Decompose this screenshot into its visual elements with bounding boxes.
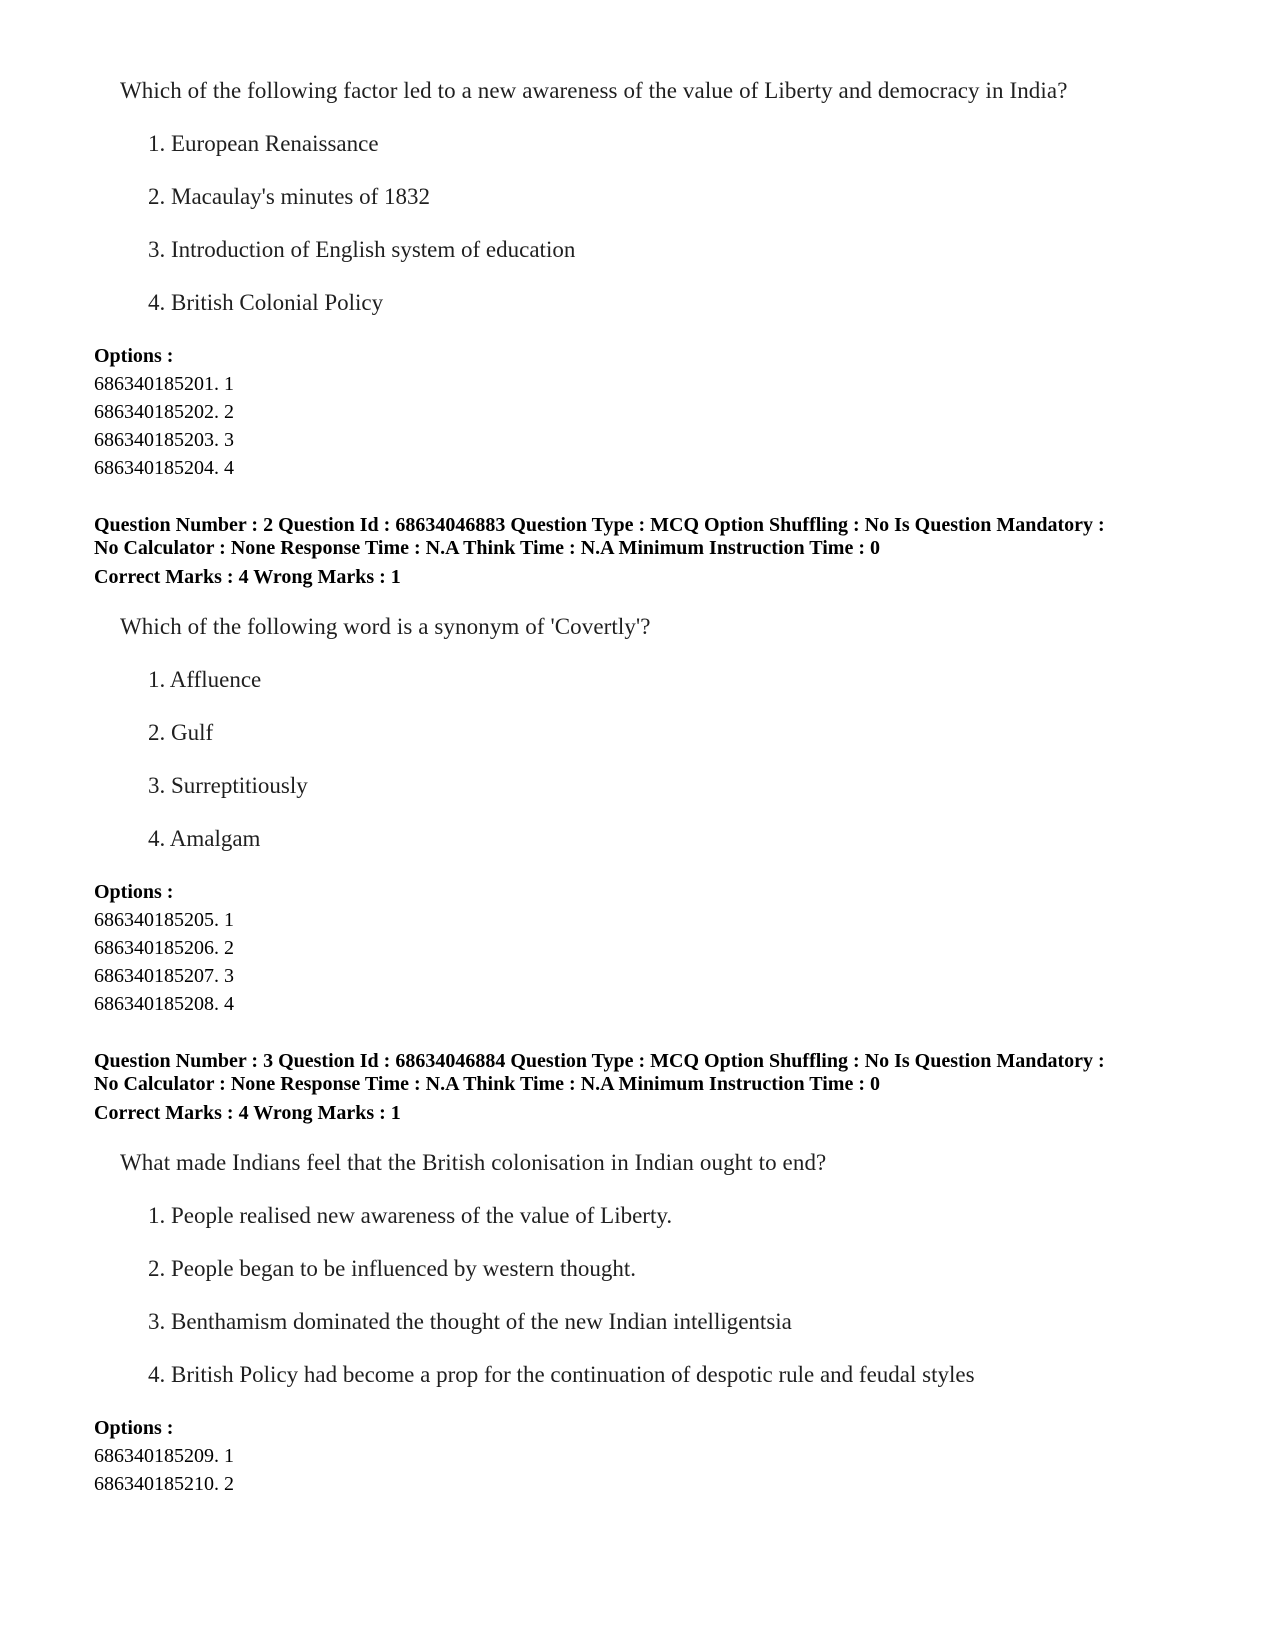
question-2-choice-2: 2. Gulf (148, 720, 214, 745)
question-3-meta-line-1: Question Number : 3 Question Id : 68634046884 Question Type : MCQ Option Shuffling : No Is Question Mandatory : (94, 1050, 1105, 1072)
question-2-meta-line-2: No Calculator : None Response Time : N.A Think Time : N.A Minimum Instruction Time : 0 (94, 537, 880, 559)
question-1-option-3: 686340185203. 3 (94, 429, 234, 451)
question-3-choice-1: 1. People realised new awareness of the value of Liberty. (148, 1203, 673, 1228)
question-2-option-2: 686340185206. 2 (94, 937, 234, 959)
question-1-choice-4: 4. British Colonial Policy (148, 290, 384, 315)
question-2-marks: Correct Marks : 4 Wrong Marks : 1 (94, 566, 401, 588)
question-3-marks: Correct Marks : 4 Wrong Marks : 1 (94, 1102, 401, 1124)
question-2-option-4: 686340185208. 4 (94, 993, 234, 1015)
question-2-choice-1: 1. Affluence (148, 667, 262, 692)
question-1-options-label: Options : (94, 345, 174, 367)
question-2-choice-3: 3. Surreptitiously (148, 773, 308, 798)
question-2-option-3: 686340185207. 3 (94, 965, 234, 987)
question-2-choice-4: 4. Amalgam (148, 826, 261, 851)
question-1-choice-2: 2. Macaulay's minutes of 1832 (148, 184, 431, 209)
question-2-meta-line-1: Question Number : 2 Question Id : 68634046883 Question Type : MCQ Option Shuffling : No Is Question Mandatory : (94, 514, 1105, 536)
question-3-option-1: 686340185209. 1 (94, 1445, 234, 1467)
question-2-option-1: 686340185205. 1 (94, 909, 234, 931)
question-3-text: What made Indians feel that the British colonisation in Indian ought to end? (120, 1150, 827, 1175)
question-1-choice-3: 3. Introduction of English system of education (148, 237, 576, 262)
question-2-options-label: Options : (94, 881, 174, 903)
question-1-text: Which of the following factor led to a new awareness of the value of Liberty and democracy in India? (120, 78, 1068, 103)
question-3-option-2: 686340185210. 2 (94, 1473, 234, 1495)
question-1-choice-1: 1. European Renaissance (148, 131, 379, 156)
question-2-text: Which of the following word is a synonym of 'Covertly'? (120, 614, 651, 639)
question-1-option-4: 686340185204. 4 (94, 457, 234, 479)
question-3-choice-3: 3. Benthamism dominated the thought of the new Indian intelligentsia (148, 1309, 792, 1334)
question-1-option-2: 686340185202. 2 (94, 401, 234, 423)
question-1-option-1: 686340185201. 1 (94, 373, 234, 395)
question-3-meta-line-2: No Calculator : None Response Time : N.A Think Time : N.A Minimum Instruction Time : 0 (94, 1073, 880, 1095)
question-3-choice-4: 4. British Policy had become a prop for the continuation of despotic rule and feudal styles (148, 1362, 975, 1387)
question-3-choice-2: 2. People began to be influenced by western thought. (148, 1256, 636, 1281)
question-3-options-label: Options : (94, 1417, 174, 1439)
